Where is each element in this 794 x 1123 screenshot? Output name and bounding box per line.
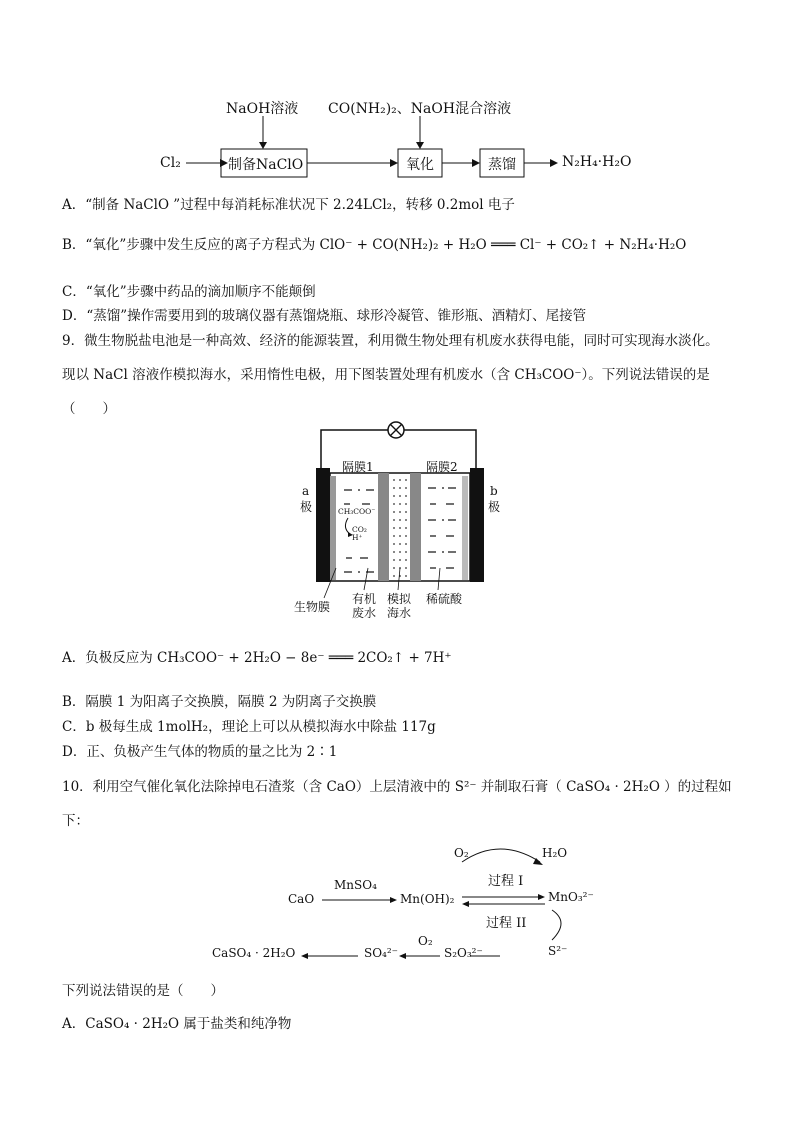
q9-stem-line3: （ ） (62, 401, 116, 417)
q9-option-b: B．隔膜 1 为阳离子交换膜，隔膜 2 为阴离子交换膜 (62, 694, 377, 710)
q8-option-a: A．“制备 NaClO ”过程中每消耗标准状况下 2.24LCl₂，转移 0.2mol 电子 (62, 197, 515, 213)
q10-question: 下列说法错误的是（ ） (62, 983, 224, 999)
sea-label-1: 模拟 (387, 592, 412, 606)
acid-label: 稀硫酸 (426, 592, 463, 606)
s2-label: S²⁻ (548, 944, 568, 958)
q10-stem-line2: 下： (62, 813, 89, 829)
desalination-cell-figure (290, 418, 510, 628)
electrode-b-label: b (490, 484, 498, 498)
electrode-b-label-2: 极 (488, 500, 501, 514)
q10-option-a: A．CaSO₄ · 2H₂O 属于盐类和纯净物 (62, 1016, 292, 1032)
so4-label: SO₄²⁻ (364, 946, 399, 960)
mn-cycle-figure (200, 840, 620, 972)
cao-label: CaO (288, 892, 315, 906)
q8-option-b: B．“氧化”步骤中发生反应的离子方程式为 ClO⁻ + CO(NH₂)₂ + H₂O ═══ Cl⁻ + CO₂↑ + N₂H₄·H₂O (62, 237, 687, 253)
biofilm-label: 生物膜 (294, 600, 331, 614)
q10-stem-line1: 10．利用空气催化氧化法除掉电石渣浆（含 CaO）上层清液中的 S²⁻ 并制取石膏（ CaSO₄ · 2H₂O ）的过程如 (62, 779, 732, 795)
q9-stem-line1: 9．微生物脱盐电池是一种高效、经济的能源装置，利用微生物处理有机废水获得电能，同时可实现海水淡化。 (62, 333, 719, 349)
process-1-label: 过程 I (488, 874, 524, 889)
o2-bottom: O₂ (418, 934, 433, 948)
ion-co2: CO₂ (352, 525, 367, 534)
o2-top: O₂ (454, 846, 469, 860)
membrane1-label: 隔膜1 (342, 460, 374, 474)
sea-label-2: 海水 (387, 606, 412, 620)
mno3-label: MnO₃²⁻ (548, 890, 594, 904)
s2o3-label: S₂O₃²⁻ (444, 946, 483, 960)
q8-option-d: D．“蒸馏”操作需要用到的玻璃仪器有蒸馏烧瓶、球形冷凝管、锥形瓶、酒精灯、尾接管 (62, 308, 587, 324)
reagent-naoh: NaOH溶液 (226, 101, 299, 117)
mnso4-label: MnSO₄ (334, 878, 377, 892)
product: N₂H₄·H₂O (562, 154, 632, 170)
start-cl2: Cl₂ (160, 155, 181, 171)
h2o-top: H₂O (542, 846, 568, 860)
step-oxidation: 氧化 (406, 157, 434, 173)
electrode-a-label: a (302, 484, 310, 498)
q9-option-a: A．负极反应为 CH₃COO⁻ + 2H₂O − 8e⁻ ═══ 2CO₂↑ + 7H⁺ (62, 650, 452, 666)
ion-h: H⁺ (352, 533, 363, 542)
mnoh2-label: Mn(OH)₂ (400, 892, 455, 906)
waste-label-2: 废水 (352, 606, 377, 620)
reagent-urea-naoh: CO(NH₂)₂、NaOH混合溶液 (328, 101, 512, 117)
membrane2-label: 隔膜2 (426, 460, 458, 474)
process-flow-figure (150, 92, 650, 184)
step-distill: 蒸馏 (488, 157, 516, 173)
q9-stem-line2: 现以 NaCl 溶液作模拟海水，采用惰性电极，用下图装置处理有机废水（含 CH₃COO⁻）。下列说法错误的是 (62, 367, 710, 383)
ion-acetate: CH₃COO⁻ (338, 507, 376, 516)
step-naclo: 制备NaClO (228, 157, 304, 173)
q8-option-c: C．“氧化”步骤中药品的滴加顺序不能颠倒 (62, 284, 316, 300)
q9-option-d: D．正、负极产生气体的物质的量之比为 2∶1 (62, 744, 338, 760)
electrode-a-label-2: 极 (300, 500, 313, 514)
waste-label-1: 有机 (352, 592, 377, 606)
process-2-label: 过程 II (486, 916, 527, 931)
caso4-label: CaSO₄ · 2H₂O (212, 946, 296, 960)
q9-option-c: C．b 极每生成 1molH₂，理论上可以从模拟海水中除盐 117g (62, 719, 436, 735)
